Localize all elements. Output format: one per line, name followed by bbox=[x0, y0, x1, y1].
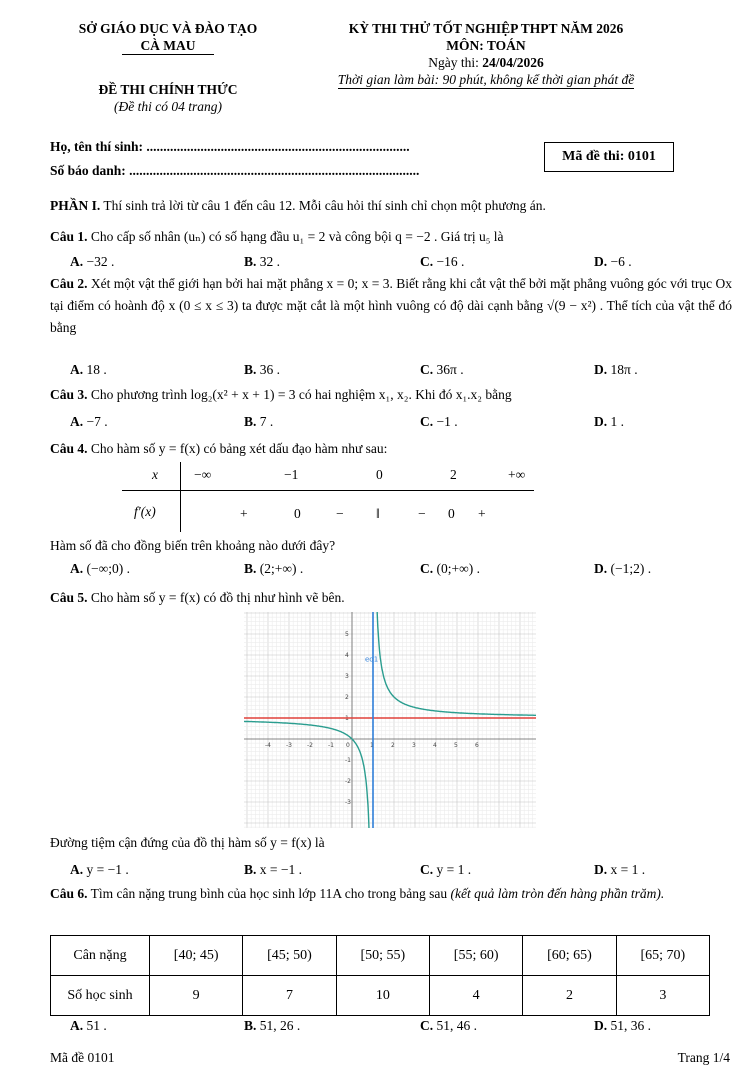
table-cell: 4 bbox=[429, 976, 522, 1016]
q2-option-b: B. 36 . bbox=[244, 362, 281, 377]
q2-option-d: D. 18π . bbox=[594, 362, 638, 377]
q3-option-b: B. 7 . bbox=[244, 414, 274, 429]
header-right bbox=[300, 20, 672, 89]
exam-code-box: Mã đề thi: 0101 bbox=[544, 142, 674, 172]
x-tick-label: 4 bbox=[433, 742, 437, 749]
y-tick-label: 2 bbox=[345, 694, 349, 701]
org-line2: CÀ MAU bbox=[122, 37, 213, 55]
sign-cell: + bbox=[478, 506, 486, 521]
x-value: −1 bbox=[284, 467, 299, 482]
x-value: −∞ bbox=[194, 467, 212, 482]
x-tick-label: -2 bbox=[307, 742, 313, 749]
q3-option-d: D. 1 . bbox=[594, 414, 624, 429]
pages-note: (Đề thi có 04 trang) bbox=[114, 99, 222, 114]
sign-cell: 0 bbox=[448, 506, 455, 521]
q5-option-a: A. y = −1 . bbox=[70, 862, 129, 877]
q1-option-b: B. 32 . bbox=[244, 254, 281, 269]
sign-cell: 0 bbox=[294, 506, 301, 521]
official-label: ĐỀ THI CHÍNH THỨC bbox=[98, 82, 238, 97]
q1-option-a: A. −32 . bbox=[70, 254, 115, 269]
q2-stem: Câu 2. Xét một vật thể giới hạn bởi hai mặt phẳng x = 0; x = 3. Biết rằng khi cắt vật thể bởi mặt phẳng vuông góc với trục Ox tại điểm có hoành độ x (0 ≤ x ≤ 3) ta được mặt cắt là một hình vuông có độ dài cạnh bằng √(9 − x²) . Thể tích của vật thể đó bằng bbox=[50, 276, 732, 335]
sign-table-hline bbox=[122, 490, 534, 491]
q4-option-d: D. (−1;2) . bbox=[594, 561, 652, 576]
x-tick-label: 5 bbox=[454, 742, 458, 749]
q4-stem: Câu 4. Cho hàm số y = f(x) có bảng xét dấu đạo hàm như sau: bbox=[50, 441, 388, 456]
function-graph bbox=[244, 612, 536, 828]
curve-label: eq1 bbox=[365, 655, 379, 664]
q4-option-c: C. (0;+∞) . bbox=[420, 561, 480, 576]
table-cell: [55; 60) bbox=[429, 936, 522, 976]
table-cell: 3 bbox=[616, 976, 709, 1016]
x-tick-label: -4 bbox=[265, 742, 271, 749]
q3-stem: Câu 3. Cho phương trình log₂(x² + x + 1) = 3 có hai nghiệm x₁, x₂. Khi đó x₁.x₂ bằng bbox=[50, 387, 512, 402]
footer-exam-code: Mã đề 0101 bbox=[50, 1050, 115, 1065]
sign-cell: − bbox=[336, 506, 344, 521]
x-tick-label: 3 bbox=[412, 742, 416, 749]
table-cell: 2 bbox=[523, 976, 616, 1016]
sign-cell: + bbox=[240, 506, 248, 521]
header-left bbox=[40, 20, 296, 115]
graph-grid bbox=[244, 612, 536, 828]
x-tick-label: 6 bbox=[475, 742, 479, 749]
y-tick-label: -1 bbox=[345, 757, 351, 764]
x-tick-label: 1 bbox=[370, 742, 374, 749]
table-cell: [50; 55) bbox=[336, 936, 429, 976]
q6-stem: Câu 6. Tìm cân nặng trung bình của học sinh lớp 11A cho trong bảng sau (kết quả làm tròn đến hàng phần trăm). bbox=[50, 886, 665, 901]
q6-option-d: D. 51, 36 . bbox=[594, 1018, 651, 1033]
sign-table-vline bbox=[180, 462, 181, 532]
y-tick-label: 1 bbox=[345, 715, 349, 722]
candidate-sbd: Số báo danh: ...................................................................................... bbox=[50, 163, 420, 178]
footer-page-number: Trang 1/4 bbox=[677, 1050, 730, 1065]
table-cell: [40; 45) bbox=[150, 936, 243, 976]
org-line1: SỞ GIÁO DỤC VÀ ĐÀO TẠO bbox=[78, 21, 258, 36]
sign-table bbox=[122, 462, 534, 532]
exam-date: Ngày thi: 24/04/2026 bbox=[428, 55, 544, 70]
table-row bbox=[51, 976, 710, 1016]
y-tick-label: -3 bbox=[345, 799, 351, 806]
q4-option-a: A. (−∞;0) . bbox=[70, 561, 130, 576]
table-cell: 10 bbox=[336, 976, 429, 1016]
exam-title: KỲ THI THỬ TỐT NGHIỆP THPT NĂM 2026 bbox=[348, 21, 624, 36]
table-cell: [60; 65) bbox=[523, 936, 616, 976]
q4-question: Hàm số đã cho đồng biến trên khoảng nào dưới đây? bbox=[50, 538, 336, 553]
q1-stem: Câu 1. Cho cấp số nhân (uₙ) có số hạng đầu u₁ = 2 và công bội q = −2 . Giá trị u₅ là bbox=[50, 229, 504, 244]
y-tick-label: -2 bbox=[345, 778, 351, 785]
y-tick-label: 4 bbox=[345, 652, 349, 659]
q1-option-c: C. −16 . bbox=[420, 254, 465, 269]
table-cell: Số học sinh bbox=[51, 976, 150, 1016]
q3-option-a: A. −7 . bbox=[70, 414, 108, 429]
subject: MÔN: TOÁN bbox=[446, 38, 526, 53]
y-tick-label: 3 bbox=[345, 673, 349, 680]
q3-option-c: C. −1 . bbox=[420, 414, 458, 429]
table-row bbox=[51, 936, 710, 976]
sign-table-fp-label: f′(x) bbox=[134, 504, 156, 519]
y-tick-label: 5 bbox=[345, 631, 349, 638]
q6-option-b: B. 51, 26 . bbox=[244, 1018, 301, 1033]
x-value: 2 bbox=[450, 467, 457, 482]
candidate-name: Họ, tên thí sinh: .............................................................................. bbox=[50, 139, 410, 154]
q1-option-d: D. −6 . bbox=[594, 254, 632, 269]
table-cell: [65; 70) bbox=[616, 936, 709, 976]
q5-option-d: D. x = 1 . bbox=[594, 862, 646, 877]
sign-cell: − bbox=[418, 506, 426, 521]
q2-option-c: C. 36π . bbox=[420, 362, 464, 377]
sign-table-x-label: x bbox=[152, 467, 158, 482]
table-cell: Cân nặng bbox=[51, 936, 150, 976]
q5-question: Đường tiệm cận đứng của đồ thị hàm số y = f(x) là bbox=[50, 835, 325, 850]
q5-stem: Câu 5. Cho hàm số y = f(x) có đồ thị như hình vẽ bên. bbox=[50, 590, 345, 605]
x-tick-label: -3 bbox=[286, 742, 292, 749]
table-cell: [45; 50) bbox=[243, 936, 336, 976]
q5-option-c: C. y = 1 . bbox=[420, 862, 472, 877]
table-cell: 9 bbox=[150, 976, 243, 1016]
q4-option-b: B. (2;+∞) . bbox=[244, 561, 304, 576]
x-value: +∞ bbox=[508, 467, 526, 482]
q2-option-a: A. 18 . bbox=[70, 362, 107, 377]
x-tick-label: -1 bbox=[328, 742, 334, 749]
q6-option-a: A. 51 . bbox=[70, 1018, 107, 1033]
sign-cell: ‖ bbox=[376, 506, 380, 521]
part1-instructions: PHẦN I. Thí sinh trả lời từ câu 1 đến câu 12. Mỗi câu hỏi thí sinh chỉ chọn một phương án. bbox=[50, 198, 546, 213]
x-value: 0 bbox=[376, 467, 383, 482]
table-cell: 7 bbox=[243, 976, 336, 1016]
q6-option-c: C. 51, 46 . bbox=[420, 1018, 477, 1033]
origin-label: 0 bbox=[346, 742, 350, 749]
weight-frequency-table bbox=[50, 935, 710, 1016]
q5-option-b: B. x = −1 . bbox=[244, 862, 302, 877]
x-tick-label: 2 bbox=[391, 742, 395, 749]
time-note: Thời gian làm bài: 90 phút, không kể thời gian phát đề bbox=[337, 72, 635, 87]
